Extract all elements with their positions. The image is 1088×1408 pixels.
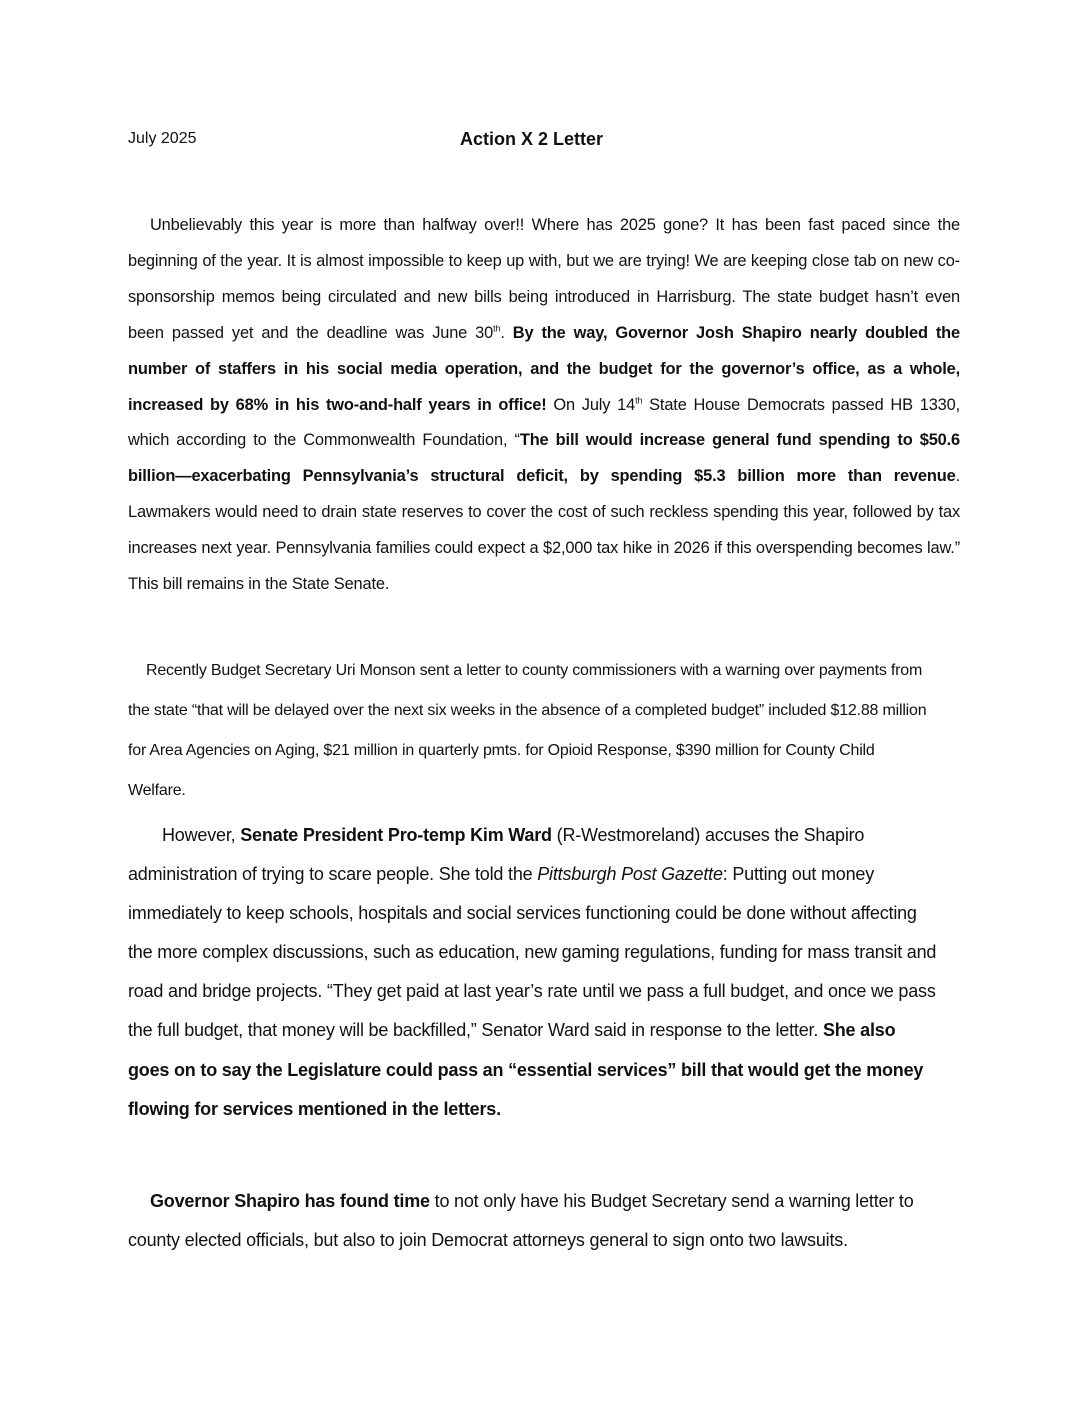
text-span: Unbelievably this year is more than halfway over!! Where has 2025 gone? It has been fast paced since the beginning of the year. It is almost impossible to keep up with, but we are trying! We are keeping close tab on new co-sponsorship memos being circulated and new bills being introduced in Harrisburg. The state budget hasn’t even been passed yet and the deadline was June 30 [128,216,960,342]
text-span: to not only have his Budget Secretary send a warning letter to county elected officials, but also to join Democrat attorneys general to sign onto two lawsuits. [128,1191,914,1250]
text-span: State House Democrats passed HB 1330, which according to the Commonwealth Foundation, “ [128,395,960,450]
bold-text: She also goes on to say the Legislature could pass an “essential services” bill that would get the money flowing for services mentioned in the letters. [128,1020,924,1119]
letter-title: Action X 2 Letter [460,129,604,149]
bold-text: Senate President Pro-temp Kim Ward [240,825,552,845]
text-span: Recently Budget Secretary Uri Monson sent a letter to county commissioners with a warning over payments from the state “that will be delayed over the next six weeks in the absence of a completed budget” included $12.88 million for Area Agencies on Aging, $21 million in quarterly pmts. for Opioid Response, $390 million for County Child Welfare. [128,662,927,799]
paragraph-governor-lawsuits [128,1182,960,1260]
text-span: . [500,323,513,342]
italic-publication: Pittsburgh Post Gazette [537,864,723,885]
text-span: However, [162,825,241,845]
text-span: . Lawmakers would need to drain state reserves to cover the cost of such reckless spending this year, followed by tax increases next year. Pennsylvania families could expect a $2,000 tax hike in 2026 if this overspending becomes law.” This bill remains in the State Senate. [128,467,960,594]
superscript: th [493,323,501,334]
paragraph-budget-secretary [128,651,928,811]
letter-date: July 2025 [128,130,197,147]
text-span: On July 14 [546,395,636,414]
bold-quote: The bill would increase general fund spending to $50.6 billion—exacerbating Pennsylvania’s structural deficit, by spending $5.3 billion more than revenue [128,431,960,486]
bold-text: Governor Shapiro has found time [150,1191,430,1211]
paragraph-budget-overview [128,208,960,603]
bold-text: By the way, Governor Josh Shapiro nearly doubled the number of staffers in his social media operation, and the budget for the governor’s office, as a whole, increased by 68% in his two-and-half years in office! [128,323,961,414]
paragraph-senator-ward [128,816,938,1129]
text-span: : Putting out money immediately to keep schools, hospitals and social services functioning could be done without affecting the more complex discussions, such as education, new gaming regulations, funding for mass transit and road and bridge projects. “They get paid at last year’s rate until we pass a full budget, and once we pass the full budget, that money will be backfilled,” Senator Ward said in response to the letter. [128,864,937,1041]
text-span: (R-Westmoreland) accuses the Shapiro administration of trying to scare people. She told the [128,825,865,885]
superscript: th [635,395,643,406]
